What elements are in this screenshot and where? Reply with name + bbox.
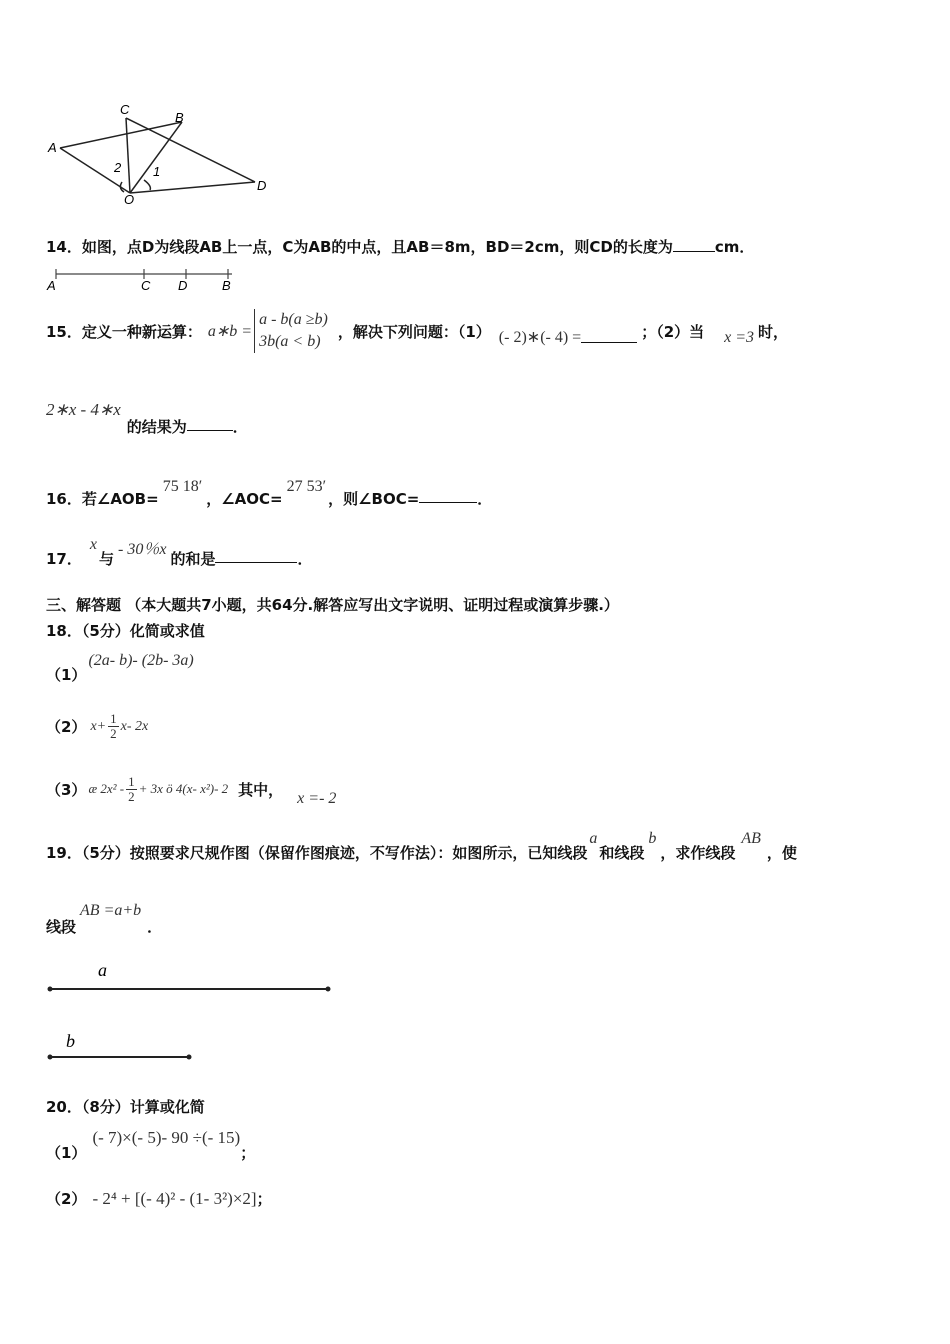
q18-p3-a: æ 2x² - [88,781,125,796]
seg-label-A: A [47,278,56,293]
q19-a: a [589,830,598,847]
q15-case1: a - b(a ≥b) [259,311,328,328]
segment-a-figure [44,958,344,998]
q20-p1-label: （1） [46,1144,87,1162]
q18-p1-expr: (2a- b)- (2b- 3a) [88,652,194,669]
q15-prefix: 15．定义一种新运算： [46,322,202,341]
label-B: B [175,110,184,125]
q20-p1-end: ； [240,1144,256,1162]
q17-with: 与 [98,550,114,568]
q18-part3 [46,770,336,808]
label-D: D [257,178,267,193]
question-14 [46,236,754,257]
question-16 [46,478,492,509]
segment-b-figure [44,1028,204,1068]
q15-blank1[interactable] [581,328,637,343]
q15-expr1: (- 2)∗(- 4) = [498,329,582,346]
label-O: O [124,192,135,207]
question-19 [46,830,797,863]
q15-end: ． [232,418,248,436]
q15-tail: 时， [758,322,789,341]
q20-part2 [46,1188,272,1209]
q15-result: 的结果为 [126,418,187,436]
q19-make: ，使 [766,844,797,862]
question-15 [46,305,788,357]
q18-p2-num: 1 [110,711,117,726]
q19-ask: ，求作线段 [660,844,736,862]
q14-unit: cm． [714,238,755,256]
q18-p3-frac [126,775,137,804]
segment-b-label: b [66,1031,75,1051]
label-A: A [48,140,57,155]
q18-p2-label: （2） [46,718,87,736]
q16-ask: ，则∠BOC= [328,490,420,508]
q18-p1-label: （1） [46,666,87,684]
q16-prefix: 16．若∠AOB= [46,490,159,508]
question-15-line2 [46,400,248,437]
q17-blank[interactable] [215,548,297,563]
q15-cases [254,309,328,353]
section-3-heading: 三、解答题 （本大题共7小题，共64分.解答应写出文字说明、证明过程或演算步骤.） [46,596,619,614]
label-2: 2 [114,160,122,175]
q15-case2: 3b(a < b) [259,333,321,350]
q16-aoc: 27 53′ [286,478,327,495]
q18-p2-b: x- 2x [120,718,149,734]
q19-b: b [648,830,657,847]
q14-text: 14．如图，点D为线段AB上一点，C为AB的中点，且AB＝8m，BD＝2cm，则CD的长度为 [46,238,673,256]
q15-cond: x =3 [724,329,755,346]
seg-label-B: B [222,278,231,293]
q17-prefix: 17． [46,550,82,568]
q15-def-lhs: a∗b = [207,323,253,340]
q16-aob: 75 18′ [162,478,203,495]
q17-expr: - 30％x [118,541,167,558]
q20-p2-expr: - 2⁴ + [(- 4)² - (1- 3²)×2] [92,1188,257,1208]
question-17 [46,536,312,569]
q18-p3-label: （3） [46,780,87,799]
q18-p3-cond: x =- 2 [297,790,337,807]
q19-line1: 19．（5分）按照要求尺规作图（保留作图痕迹，不写作法）：如图所示，已知线段 [46,844,588,862]
q16-mid: ，∠AOC= [206,490,283,508]
question-20-title: 20．（8分）计算或化简 [46,1098,205,1116]
angle-figure [40,100,280,210]
q18-part1 [46,652,194,685]
q18-p3-b: + 3x ö 4(x- x²)- 2 [138,781,229,796]
q18-p3-num: 1 [128,773,135,789]
q20-p1-expr: (- 7)×(- 5)- 90 ÷(- 15) [92,1128,241,1147]
q15-part2: ；（2）当 [641,322,705,341]
segment-a-label: a [98,960,107,980]
q17-tail: 的和是 [170,550,216,568]
q16-blank[interactable] [419,488,477,503]
q16-end: ． [477,490,493,508]
q18-p2-a: x+ [90,718,107,734]
q17-end: ． [297,550,313,568]
label-C: C [120,102,130,117]
q18-p2-frac [108,712,119,741]
q20-p2-label: （2） [46,1190,87,1208]
q17-x: x [89,536,97,553]
q15-mid: ，解决下列问题：（1） [337,322,491,341]
q20-part1 [46,1128,255,1163]
q15-expr2: 2∗x - 4∗x [46,400,121,419]
q18-part2 [46,712,148,741]
question-19-line2 [46,902,162,937]
q18-p3-den: 2 [128,788,135,804]
seg-label-C: C [141,278,151,293]
q15-blank2[interactable] [187,416,233,431]
seg-label-D: D [178,278,188,293]
q19-and: 和线段 [599,844,645,862]
label-1: 1 [153,164,161,179]
question-18-title: 18．（5分）化简或求值 [46,622,205,640]
q19-eq: AB =a+b [80,902,142,919]
q18-p3-where: 其中， [238,780,284,799]
q20-p2-end: ； [256,1190,272,1208]
segment-figure [44,262,244,294]
q19-line2: 线段 [46,918,77,936]
q18-p2-den: 2 [110,726,117,741]
q19-AB: AB [741,830,761,847]
q19-end: ． [147,918,163,936]
q14-blank[interactable] [673,237,715,252]
